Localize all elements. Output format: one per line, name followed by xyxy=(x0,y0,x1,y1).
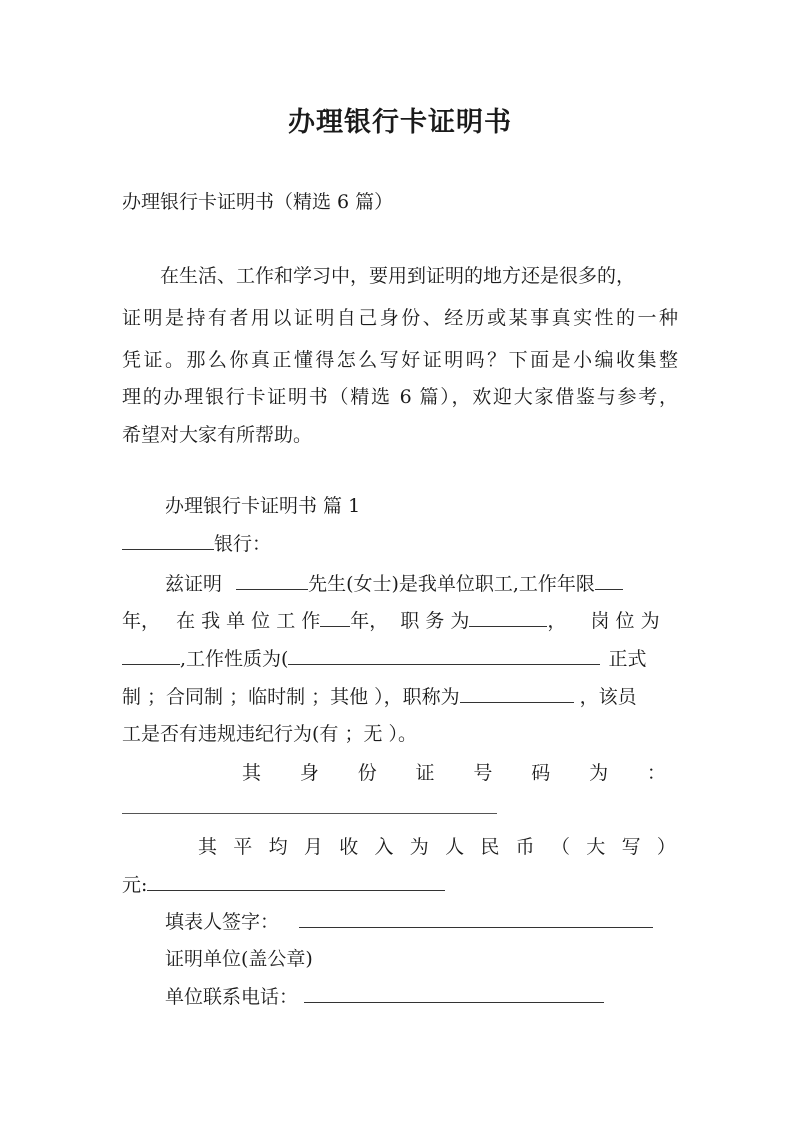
intro-line-4: 理的办理银行卡证明书（精选 6 篇），欢迎大家借鉴与参考， xyxy=(122,386,678,408)
formal-label: 正式 xyxy=(608,648,647,670)
employee-text: 先生(女士)是我单位职工,工作年限 xyxy=(308,573,595,595)
income-amount-line xyxy=(122,867,678,903)
form-line-5: 工是否有违规违纪行为(有 ；无 ）。 xyxy=(122,723,417,745)
phone-blank[interactable] xyxy=(304,980,604,1003)
employee-suffix: ，该员 xyxy=(579,686,637,708)
intro-line-5: 希望对大家有所帮助。 xyxy=(122,424,313,446)
post-blank[interactable] xyxy=(122,642,180,665)
document-subtitle: 办理银行卡证明书（精选 6 篇） xyxy=(122,191,394,213)
income-label: 其 平 均 月 收 入 为 人 民 币 （ 大 写 ） xyxy=(198,836,676,858)
form-line-3 xyxy=(122,641,678,677)
position-label: 职 务 为 xyxy=(400,610,470,632)
id-number-label: 其 身 份 证 号 码 为 ： xyxy=(242,762,666,784)
filler-label: 填表人签字： xyxy=(165,911,280,933)
tenure-label: 在 我 单 位 工 作 xyxy=(176,610,321,632)
income-amount-blank[interactable] xyxy=(147,868,445,891)
bank-line xyxy=(122,526,678,562)
form-line-1 xyxy=(165,566,678,602)
intro-line-2: 证明是持有者用以证明自己身份、经历或某事真实性的一种 xyxy=(122,307,678,329)
tenure-blank[interactable] xyxy=(320,604,350,627)
years-unit: 年， xyxy=(122,610,161,632)
document-title: 办理银行卡证明书 xyxy=(288,107,512,138)
work-nature-label: ,工作性质为( xyxy=(180,648,289,670)
work-nature-blank[interactable] xyxy=(288,642,600,665)
post-label: 岗 位 为 xyxy=(590,610,660,632)
id-number-blank[interactable] xyxy=(122,813,497,814)
income-unit: 元: xyxy=(122,874,148,896)
section-heading: 办理银行卡证明书 篇 1 xyxy=(165,495,361,517)
intro-line-3: 凭证。那么你真正懂得怎么写好证明吗？下面是小编收集整 xyxy=(122,349,678,371)
unit-stamp-label: 证明单位(盖公章) xyxy=(165,948,313,970)
bank-suffix: 银行： xyxy=(214,533,272,555)
filler-signature-line xyxy=(165,904,665,940)
certify-label: 兹证明 xyxy=(165,573,223,595)
employee-name-blank[interactable] xyxy=(236,567,308,590)
form-line-4 xyxy=(122,679,678,715)
intro-line-1: 在生活、工作和学习中，要用到证明的地方还是很多的， xyxy=(160,265,636,287)
position-blank[interactable] xyxy=(469,604,547,627)
form-line-2 xyxy=(122,603,678,639)
title-blank[interactable] xyxy=(460,680,574,703)
work-years-blank[interactable] xyxy=(595,567,623,590)
bank-name-blank[interactable] xyxy=(122,527,214,550)
contract-types: 制 ；合同制 ；临时制 ；其他 ），职称为 xyxy=(122,686,460,708)
tenure-unit: 年， xyxy=(350,610,389,632)
filler-signature-blank[interactable] xyxy=(299,905,653,928)
phone-label: 单位联系电话： xyxy=(165,986,299,1008)
comma: ， xyxy=(547,610,567,632)
phone-line xyxy=(165,979,645,1015)
